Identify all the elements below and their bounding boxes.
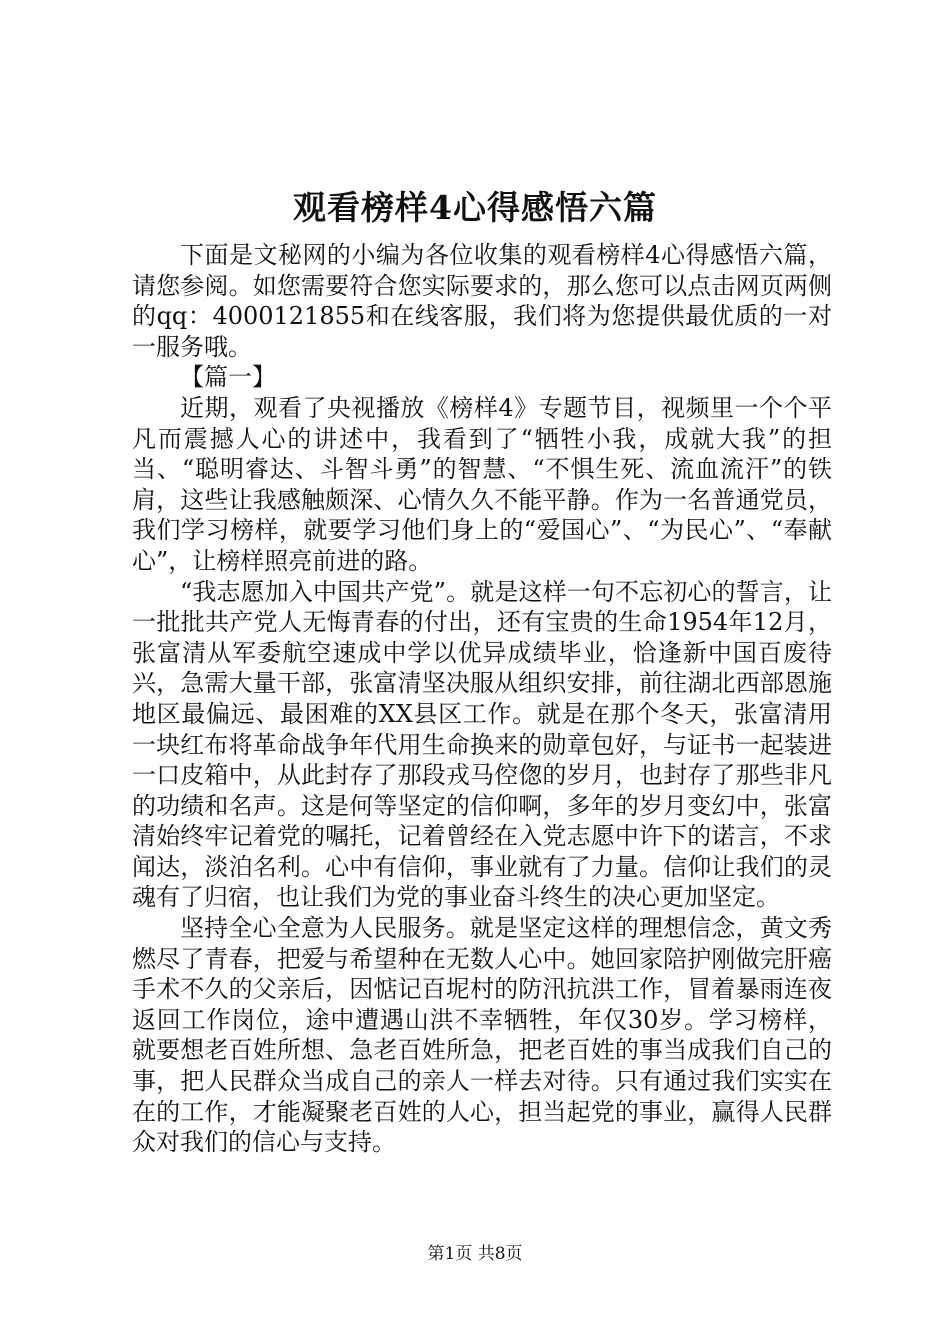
- document-title: 观看榜样4心得感悟六篇: [293, 188, 657, 227]
- body-paragraph: 近期，观看了央视播放《榜样4》专题节目，视频里一个个平凡而震撼人心的讲述中，我看到了“牺牲小我，成就大我”的担当、“聪明睿达、斗智斗勇”的智慧、“不惧生死、流血流汗”的铁肩，这些让我感触颇深、心情久久不能平静。作为一名普通党员，我们学习榜样，就要学习他们身上的“爱国心”、“为民心”、“奉献心”，让榜样照亮前进的路。: [132, 393, 832, 575]
- page-footer: 第1页 共8页: [427, 1244, 523, 1264]
- body-paragraph: “我志愿加入中国共产党”。就是这样一句不忘初心的誓言，让一批批共产党人无悔青春的付出，还有宝贵的生命1954年12月，张富清从军委航空速成中学以优异成绩毕业，恰逢新中国百废待兴，急需大量干部，张富清坚决服从组织安排，前往湖北西部恩施地区最偏远、最困难的XX县区工作。就是在那个冬天，张富清用一块红布将革命战争年代用生命换来的勋章包好，与证书一起装进一口皮箱中，从此封存了那段戎马倥偬的岁月，也封存了那些非凡的功绩和名声。这是何等坚定的信仰啊，多年的岁月变幻中，张富清始终牢记着党的嘱托，记着曾经在入党志愿中许下的诺言，不求闻达，淡泊名利。心中有信仰，事业就有了力量。信仰让我们的灵魂有了归宿，也让我们为党的事业奋斗终生的决心更加坚定。: [132, 577, 832, 912]
- body-paragraph: 坚持全心全意为人民服务。就是坚定这样的理想信念，黄文秀燃尽了青春，把爱与希望种在无数人心中。她回家陪护刚做完肝癌手术不久的父亲后，因惦记百坭村的防汛抗洪工作，冒着暴雨连夜返回工作岗位，途中遭遇山洪不幸牺牲，年仅30岁。学习榜样，就要想老百姓所想、急老百姓所急，把老百姓的事当成我们自己的事，把人民群众当成自己的亲人一样去对待。只有通过我们实实在在的工作，才能凝聚老百姓的人心，担当起党的事业，赢得人民群众对我们的信心与支持。: [132, 914, 832, 1157]
- section-heading: 【篇一】: [180, 363, 276, 392]
- intro-paragraph: 下面是文秘网的小编为各位收集的观看榜样4心得感悟六篇，请您参阅。如您需要符合您实际要求的，那么您可以点击网页两侧的qq：4000121855和在线客服，我们将为您提供最优质的一对一服务哦。: [132, 241, 832, 361]
- document-body: [132, 240, 832, 1158]
